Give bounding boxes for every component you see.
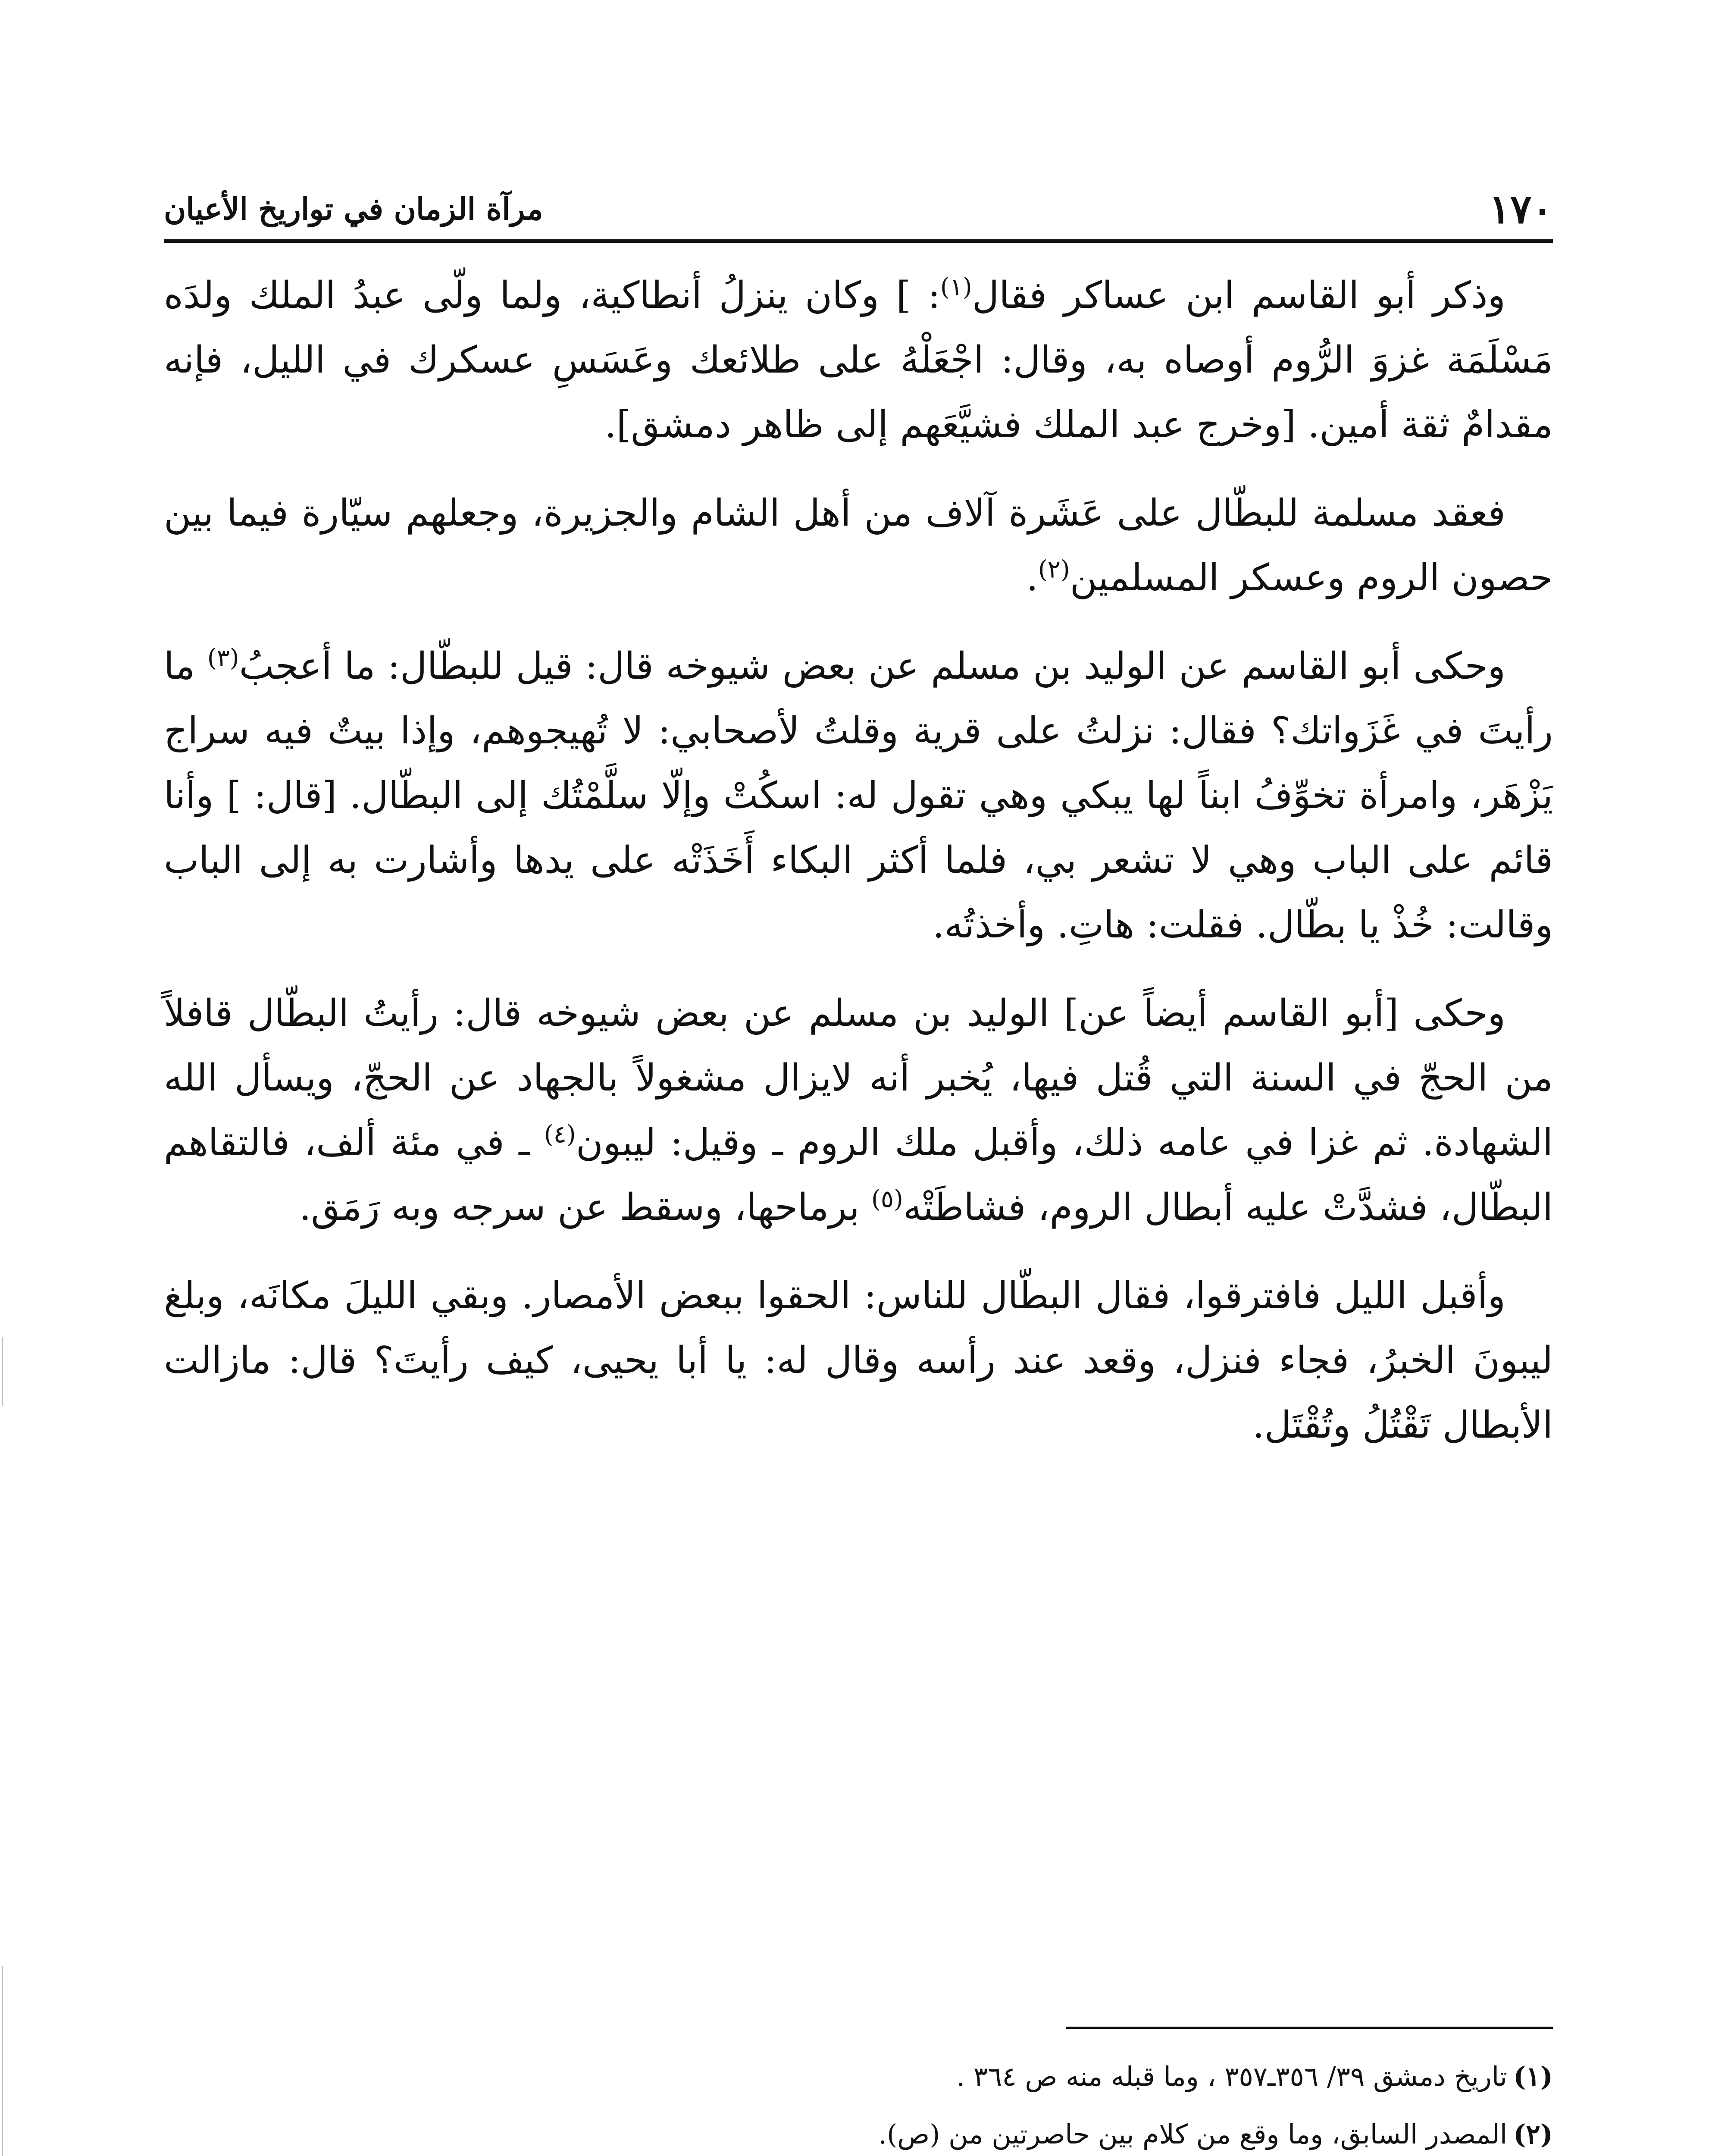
paragraph: [164, 481, 1553, 610]
footnote-number: (٢): [1513, 2118, 1553, 2150]
page-header: [164, 181, 1553, 237]
text-run: ـ في مئة ألف، فالتقاهم البطّال، فشدَّتْ عليه أبطال الروم، فشاطَتْه: [164, 1121, 1553, 1229]
footnotes: [164, 2053, 1553, 2156]
footnote-marker: (٢): [1038, 555, 1070, 584]
footnote-marker: (٥): [871, 1185, 903, 1213]
footnote-marker: (٣): [207, 644, 239, 672]
paragraph: [164, 981, 1553, 1240]
paragraph: [164, 1263, 1553, 1457]
main-text: [164, 263, 1553, 1481]
paragraph: [164, 263, 1553, 457]
text-run: وحكى أبو القاسم عن الوليد بن مسلم عن بعض شيوخه قال: قيل للبطّال: ما أعجبُ: [239, 645, 1506, 688]
scan-edge-mark: [2, 1966, 3, 2156]
footnote-text: المصدر السابق، وما وقع من كلام بين حاصرتين من (ص).: [878, 2118, 1507, 2150]
footnote-separator: [1066, 2027, 1553, 2029]
footnote: [164, 2053, 1553, 2101]
text-run: وأقبل الليل فافترقوا، فقال البطّال للناس: الحقوا ببعض الأمصار. وبقي الليلَ مكانَه، وبلغ ليبونَ الخبرُ، فجاء فنزل، وقعد عند رأسه وقال له: يا أبا يحيى، كيف رأيتَ؟ قال: مازالت الأبطال تَقْتُلُ وتُقْتَل.: [164, 1274, 1553, 1447]
text-run: وذكر أبو القاسم ابن عساكر فقال: [972, 274, 1506, 317]
footnote-marker: (٤): [544, 1120, 576, 1149]
paragraph: [164, 634, 1553, 957]
running-title: مرآة الزمان في تواريخ الأعيان: [164, 191, 543, 227]
header-rule: [164, 239, 1553, 243]
page-number: ١٧٠: [1489, 186, 1553, 232]
text-run: ما رأيتَ في غَزَواتك؟ فقال: نزلتُ على قرية وقلتُ لأصحابي: لا تُهيجوهم، وإذا بيتٌ فيه سراج يَزْهَر، وامرأة تخوِّفُ ابناً لها يبكي وهي تقول له: اسكُتْ وإلّا سلَّمْتُك إلى البطّال. [قال: ] وأنا قائم على الباب وهي لا تشعر بي، فلما أكثر البكاء أَخَذَتْه على يدها وأشارت به إلى الباب وقالت: خُذْ يا بطّال. فقلت: هاتِ. وأخذتُه.: [164, 645, 1553, 946]
footnote-text: تاريخ دمشق ٣٩/ ٣٥٦ـ٣٥٧ ، وما قبله منه ص ٣٦٤ .: [956, 2061, 1507, 2092]
text-run: .: [1026, 556, 1038, 599]
footnote: [164, 2110, 1553, 2156]
text-run: فعقد مسلمة للبطّال على عَشَرة آلاف من أهل الشام والجزيرة، وجعلهم سيّارة فيما بين حصون الروم وعسكر المسلمين: [164, 492, 1553, 599]
text-run: وحكى [أبو القاسم أيضاً عن] الوليد بن مسلم عن بعض شيوخه قال: رأيتُ البطّال قافلاً من الحجّ في السنة التي قُتل فيها، يُخبر أنه لايزال مشغولاً بالجهاد عن الحجّ، ويسأل الله الشهادة. ثم غزا في عامه ذلك، وأقبل ملك الروم ـ وقيل: ليبون: [164, 992, 1553, 1164]
text-run: برماحها، وسقط عن سرجه وبه رَمَق.: [299, 1186, 872, 1229]
footnote-number: (١): [1513, 2061, 1553, 2092]
footnote-marker: (١): [940, 273, 972, 301]
text-run: : ] وكان ينزلُ أنطاكية، ولما ولّى عبدُ الملك ولدَه مَسْلَمَة غزوَ الرُّوم أوصاه به، وقال: اجْعَلْهُ على طلائعك وعَسَسِ عسكرك في الليل، فإنه مقدامٌ ثقة أمين. [وخرج عبد الملك فشيَّعَهم إلى ظاهر دمشق].: [164, 274, 1553, 446]
scan-edge-mark: [2, 1337, 3, 1406]
